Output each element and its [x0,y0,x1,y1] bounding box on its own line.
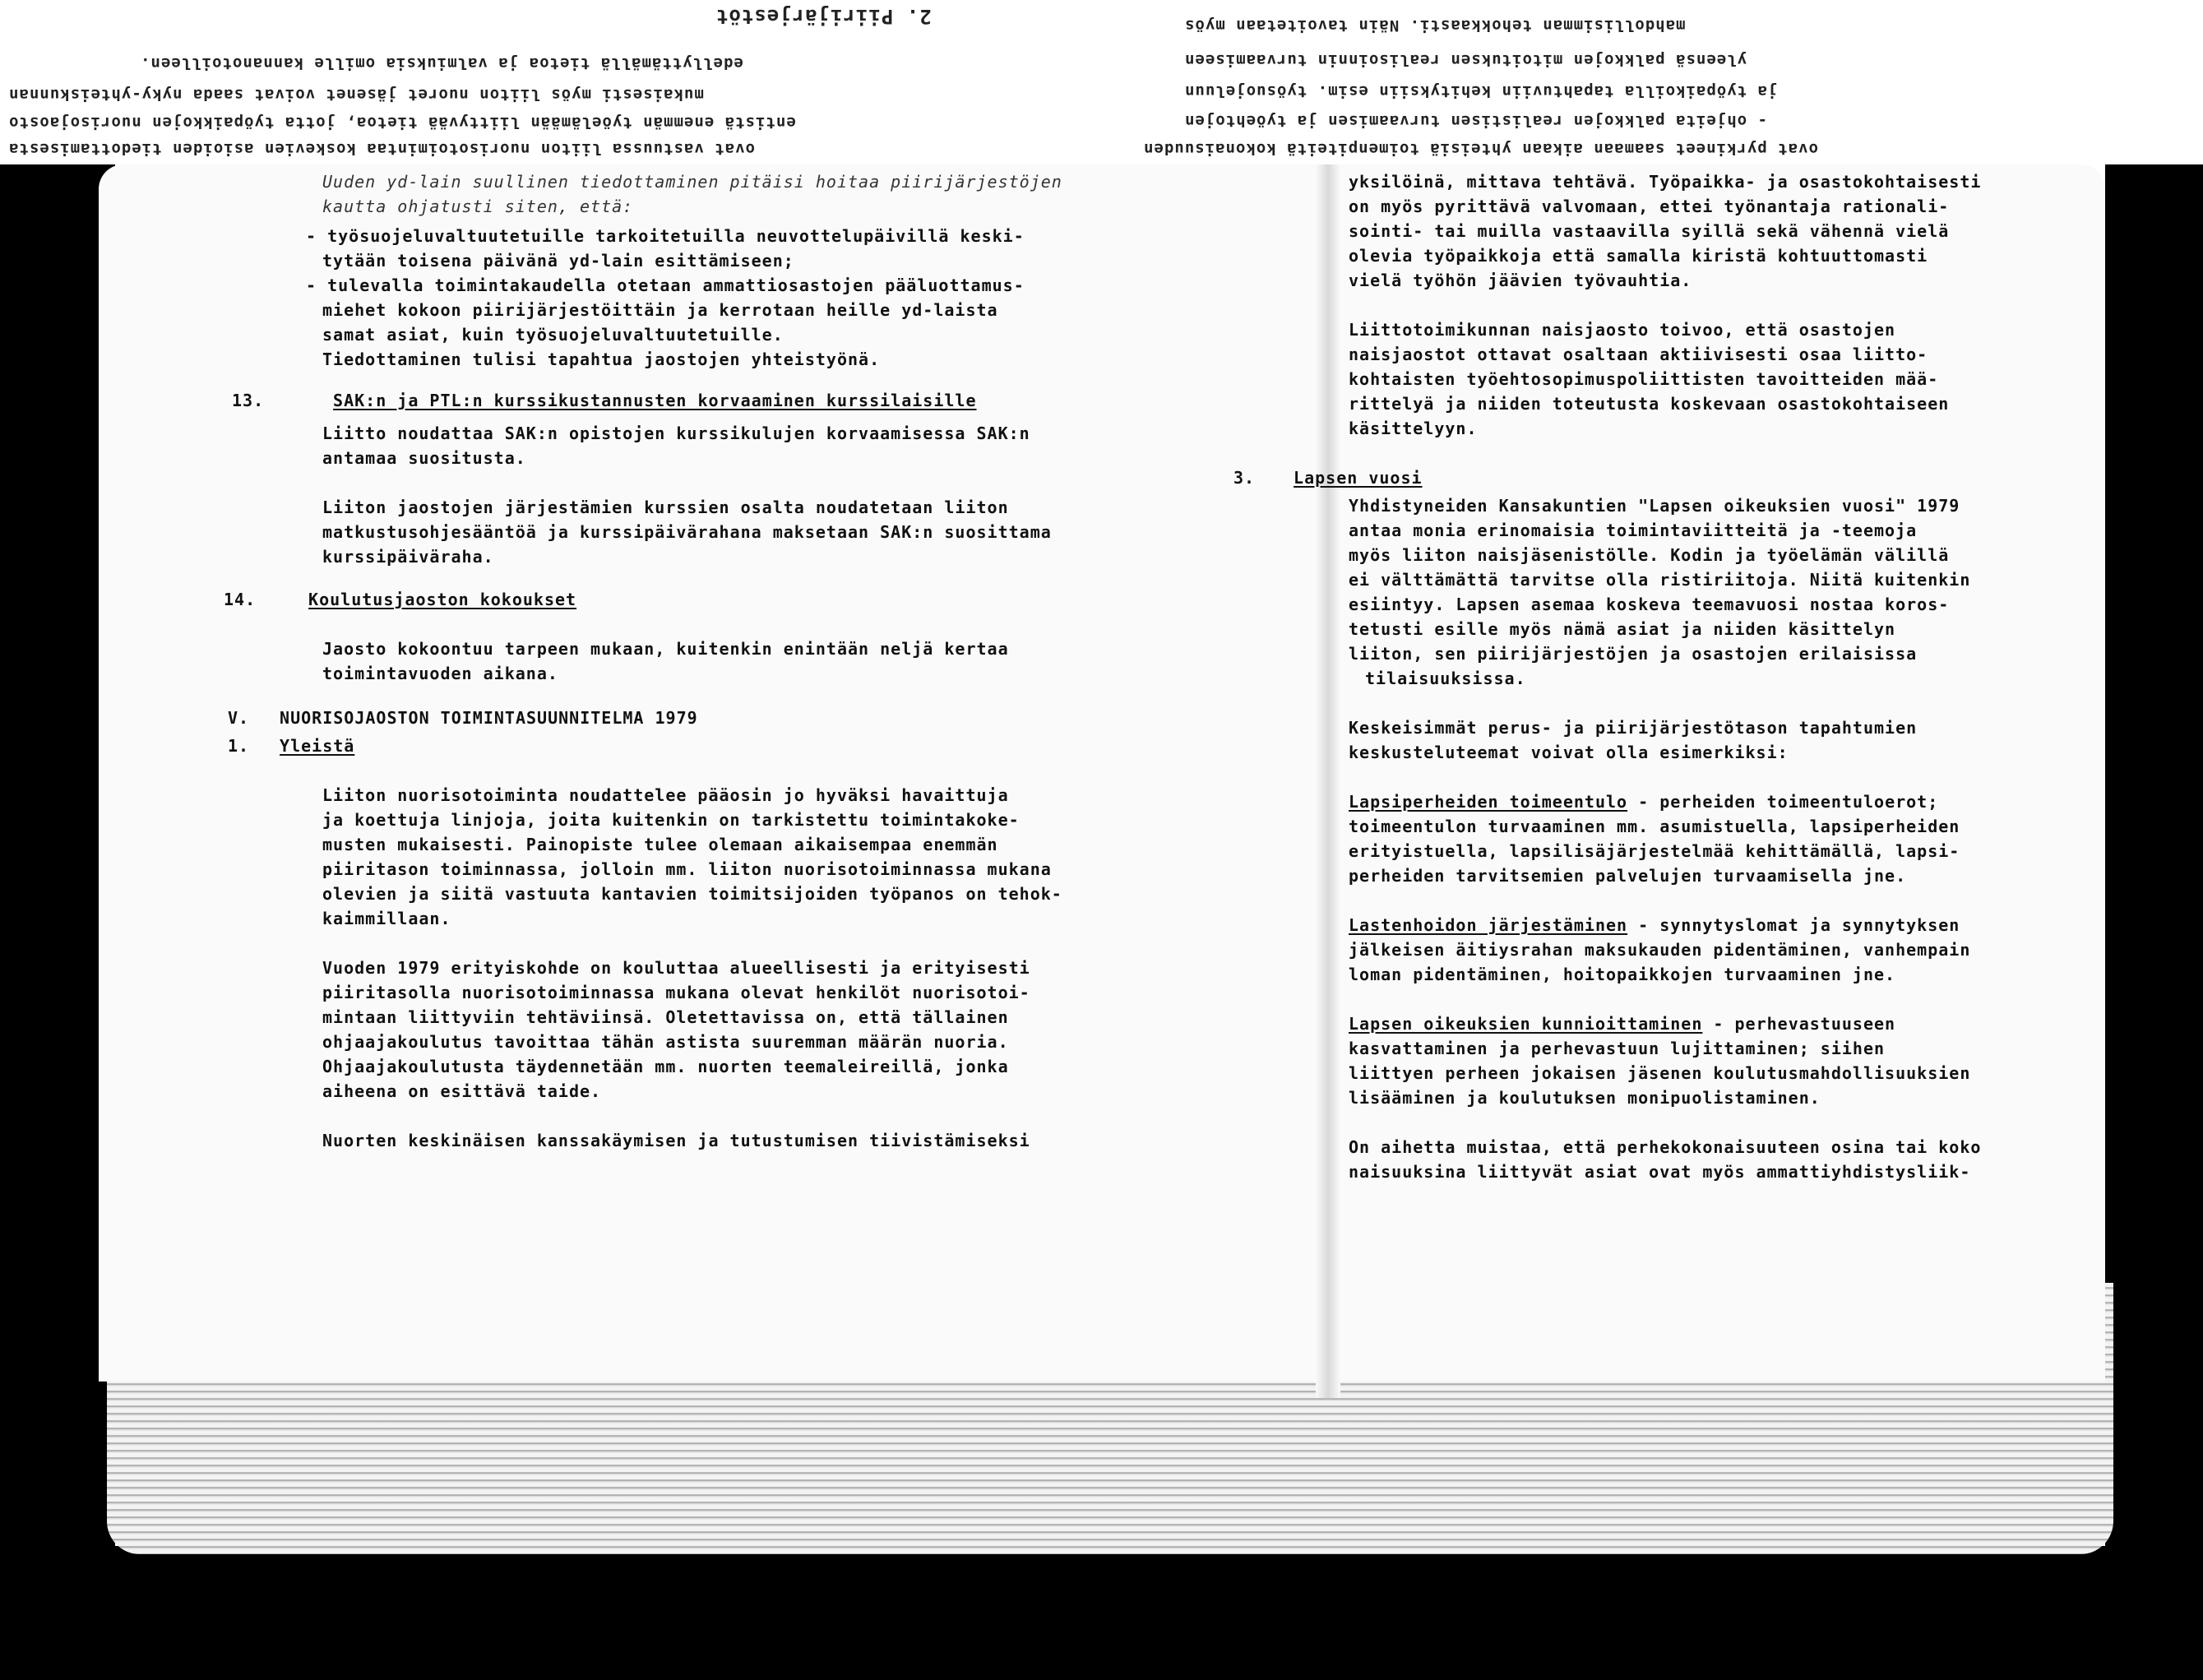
section-title: Lapsen vuosi [1294,468,1423,488]
scan-border-left [0,115,115,1680]
section-3-paragraph-3: On aihetta muistaa, että perhekokonaisuuteen osina tai koko naisuuksina liittyvät asiat ovat myös ammattiyhdistysliik- [1349,1137,1982,1182]
section-number: 3. [1233,468,1256,488]
theme-item: Lapsiperheiden toimeentulo - perheiden toimeentuloerot; toimeentulon turvaaminen mm. asumistuella, lapsiperheiden erityistuella, lapsilisäjärjestelmää kehittämällä, lapsi- perheiden tarvitsemien palvelujen turvaamisella jne. [1349,792,1960,886]
naisjaosto-paragraph: Liittotoimikunnan naisjaosto toivoo, että osastojen naisjaostot ottavat osaltaan aktiivisesti osaa liitto- kohtaisten työehtosopimuspoliittisten tavoitteiden mää- rittelyä ja niiden toteutusta koskevaan osastokohtaiseen käsittelyyn. [1349,320,1950,438]
intro-line: yksilöinä, mittava tehtävä. Työpaikka- ja osastokohtaisesti [1349,172,1982,192]
section-title: Yleistä [280,736,355,756]
back-right-line-1: mahdollisimman tehokkaasti. Näin tavoitetaan myös [1184,16,1686,35]
section-13-paragraph-2: Liiton jaostojen järjestämien kurssien osalta noudatetaan liiton matkustusohjesääntöä ja kurssipäivärahana maksetaan SAK:n suosittama kurssipäiväraha. [322,498,1052,567]
section-3-paragraph-1: Yhdistyneiden Kansakuntien "Lapsen oikeuksien vuosi" 1979 antaa monia erinomaisia toimintaviitteitä ja -teemoja myös liiton naisjäsenistölle. Kodin ja työelämän välillä ei välttämättä tarvitse olla ristiriitoja. Niitä kuitenkin esiintyy. Lapsen asemaa koskeva teemavuosi nostaa koros- tetusti esille myös nämä asiat ja niiden käsittelyn liiton, sen piirijärjestöjen ja osastojen erilaisissa tilaisuuksissa. [1349,496,1971,688]
section-title: SAK:n ja PTL:n kurssikustannusten korvaaminen kurssilaisille [333,391,977,410]
section-1-paragraph-2: Vuoden 1979 erityiskohde on kouluttaa alueellisesti ja erityisesti piiritasolla nuorisotoiminnassa mukana olevat henkilöt nuorisotoi- mintaan liittyviin tehtäviinsä. Oletettavissa on, että tällainen ohjaajakoulutus tavoittaa tähän astista suuremman määrän nuoria. Ohjaajakoulutusta täydennetään mm. nuorten teemaleireillä, jonka aiheena on esittävä taide. [322,958,1030,1101]
bullet-line: samat asiat, kuin työsuojeluvaltuutetuille. [322,325,784,345]
section-13-heading [232,388,1145,413]
back-left-line-4: entistä enemmän työelämään liittyvää tietoa, jotta työpaikkojen nuorisojaosto [8,113,796,132]
intro-line: on myös pyrittävä valvomaan, ettei työnantaja rationali- [1349,197,1950,216]
theme-item: Lastenhoidon järjestäminen - synnytyslomat ja synnytyksen jälkeisen äitiysrahan maksukauden pidentäminen, vanhempain loman pidentäminen, hoitopaikkojen turvaaminen jne. [1349,915,1971,984]
section-number: 13. [232,391,265,410]
bullet-line: tytään toisena päivänä yd-lain esittämiseen; [322,251,794,271]
theme-term: Lapsiperheiden toimeentulo [1349,792,1628,812]
section-title: NUORISOJAOSTON TOIMINTASUUNNITELMA 1979 [280,708,698,728]
back-left-line-5: ovat vastuussa liiton nuorisotoimintaa koskevien asioiden tiedottamisesta [8,140,756,158]
scan-border-right [2105,115,2203,1680]
back-right-line-4: - ohjeita palkkojen realistisen turvaamisen ja työehtojen [1184,112,1768,130]
intro-line: sointi- tai muilla vastaavilla syillä sekä vähennä vielä [1349,221,1950,241]
section-13-paragraph-1: Liitto noudattaa SAK:n opistojen kurssikulujen korvaamisessa SAK:n antamaa suositusta. [322,423,1030,468]
back-left-line-2: edellyttämällä tietoa ja valmiuksia omille kannanotoilleen. [140,54,743,72]
back-page-strip [0,0,2203,164]
section-1-heading [228,734,1145,758]
back-left-line-1: 2. Piirijärjestöt [715,5,932,28]
section-3-paragraph-2: Keskeisimmät perus- ja piirijärjestötason tapahtumien keskusteluteemat voivat olla esimerkiksi: [1349,718,1918,762]
section-1-paragraph-3: Nuorten keskinäisen kanssakäymisen ja tutustumisen tiivistämiseksi [322,1131,1030,1150]
section-number: 1. [228,736,250,756]
section-number: 14. [224,590,257,609]
bullet-line: Tiedottaminen tulisi tapahtua jaostojen yhteistyönä. [322,349,881,369]
bullet-line: - työsuojeluvaltuutetuille tarkoitetuilla neuvottelupäivillä keski- [306,226,1025,246]
section-1-paragraph-1: Liiton nuorisotoiminta noudattelee pääosin jo hyväksi havaittuja ja koettuja linjoja, joita kuitenkin on tarkistettu toimintakoke- musten mukaisesti. Painopiste tulee olemaan aikaisempaa enemmän piiritason toiminnassa, jolloin mm. liiton nuorisotoiminnassa mukana olevien ja siitä vastuuta kantavien toimitsijoiden työpanos on tehok- kaimmillaan. [322,785,1062,928]
theme-term: Lapsen oikeuksien kunnioittaminen [1349,1014,1703,1034]
intro-line: olevia työpaikkoja että samalla kiristä kohtuuttomasti [1349,246,1928,266]
intro-line: Uuden yd-lain suullinen tiedottaminen pitäisi hoitaa piirijärjestöjen [322,172,1062,192]
theme-item: Lapsen oikeuksien kunnioittaminen - perhevastuuseen kasvattaminen ja perhevastuun lujittaminen; siihen liittyen perheen jokaisen jäsenen koulutusmahdollisuuksien lisääminen ja koulutuksen monipuolistaminen. [1349,1014,1971,1108]
section-14-paragraph-1: Jaosto kokoontuu tarpeen mukaan, kuitenkin enintään neljä kertaa toimintavuoden aikana. [322,639,1009,683]
back-right-line-5: ovat pyrkineet saamaan aikaan yhteisiä toimenpiteitä kokonaisuuden [1143,140,1818,158]
bullet-line: - tulevalla toimintakaudella otetaan ammattiosastojen pääluottamus- [306,275,1025,295]
theme-term: Lastenhoidon järjestäminen [1349,915,1628,935]
bullet-list [306,224,1145,372]
section-v-heading [228,706,1145,730]
bullet-line: miehet kokoon piirijärjestöittäin ja kerrotaan heille yd-laista [322,300,998,320]
book-gutter [1316,164,1340,1398]
intro-line: kautta ohjatusti siten, että: [322,197,634,216]
section-title: Koulutusjaoston kokoukset [308,590,577,609]
back-left-line-3: mukaisesti myös liiton nuoret jäsenet voivat saada nyky-yhteiskunnan [8,86,704,104]
right-column [1233,169,2072,1184]
section-number: V. [228,708,250,728]
back-right-line-3: ja työpaikoilla tapahtuviin kehityksiin esim. työsuojeluun [1184,82,1778,100]
back-right-line-2: yleensä palkkojen mitoituksen realisoinnin turvaamiseen [1184,51,1747,69]
left-column [224,169,1145,1153]
section-3-heading [1233,465,2072,490]
scan-border-bottom [0,1546,2203,1680]
intro-line: vielä työhön jäävien työvauhtia. [1349,271,1692,290]
section-14-heading [224,587,1145,612]
